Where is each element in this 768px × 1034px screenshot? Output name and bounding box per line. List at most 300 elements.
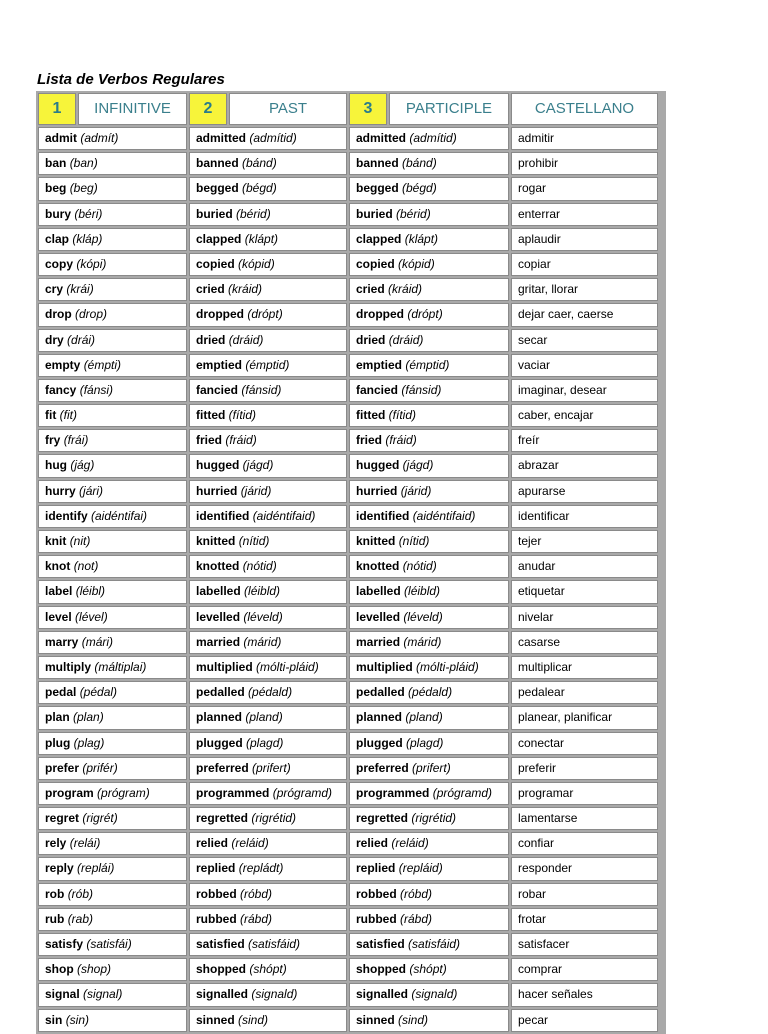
verb-word: dried: [196, 332, 226, 347]
participle-cell: [349, 883, 509, 906]
pronunciation: (aidéntifaid): [252, 508, 316, 523]
infinitive-cell: [38, 807, 187, 830]
pronunciation: (mólti-pláid): [256, 659, 319, 674]
past-cell: [189, 606, 347, 629]
castellano-cell: robar: [511, 883, 658, 906]
pronunciation: (fit): [59, 408, 77, 423]
verb-word: rubbed: [196, 911, 237, 926]
verb-word: prefer: [45, 760, 80, 775]
verb-word: drop: [45, 307, 72, 322]
verb-word: knot: [45, 559, 71, 574]
infinitive-cell: [38, 908, 187, 931]
castellano-cell: hacer señales: [511, 983, 658, 1006]
verb-word: pedal: [45, 685, 77, 700]
pronunciation: (klápt): [404, 231, 439, 246]
table-row: [38, 807, 664, 830]
infinitive-cell: [38, 530, 187, 553]
pronunciation: (kópid): [398, 256, 435, 271]
past-cell: [189, 429, 347, 452]
participle-cell: [349, 480, 509, 503]
table-row: [38, 329, 664, 352]
pronunciation: (admít): [80, 131, 119, 145]
past-cell: [189, 757, 347, 780]
verb-word: fried: [196, 433, 223, 448]
page-title: Lista de Verbos Regulares: [37, 71, 225, 88]
past-cell: [189, 580, 347, 603]
castellano-cell: programar: [511, 782, 658, 805]
verb-word: banned: [196, 156, 239, 171]
past-cell: [189, 908, 347, 931]
pronunciation: (aidéntifai): [91, 508, 148, 523]
participle-cell: [349, 681, 509, 704]
infinitive-cell: [38, 379, 187, 402]
pronunciation: (fráid): [225, 433, 257, 448]
infinitive-cell: [38, 555, 187, 578]
pronunciation: (reláid): [231, 836, 269, 851]
participle-cell: [349, 757, 509, 780]
verb-word: hurried: [356, 483, 398, 498]
table-row: [38, 228, 664, 251]
header-castellano: CASTELLANO: [511, 93, 658, 125]
verb-word: rob: [45, 886, 65, 901]
participle-cell: [349, 631, 509, 654]
participle-cell: [349, 530, 509, 553]
infinitive-cell: [38, 454, 187, 477]
castellano-cell: satisfacer: [511, 933, 658, 956]
pronunciation: (repláid): [398, 861, 443, 876]
pronunciation: (rigrétid): [411, 811, 457, 826]
pronunciation: (drópt): [247, 307, 283, 322]
verb-word: satisfy: [45, 937, 84, 951]
pronunciation: (rábd): [240, 911, 273, 926]
castellano-cell: nivelar: [511, 606, 658, 629]
pronunciation: (prifert): [252, 760, 291, 775]
verb-word: knitted: [356, 534, 396, 548]
participle-cell: [349, 505, 509, 528]
verb-word: rubbed: [356, 911, 397, 926]
verb-word: hurry: [45, 483, 76, 498]
table-row: [38, 1009, 664, 1032]
pronunciation: (shópt): [409, 962, 447, 977]
castellano-cell: gritar, llorar: [511, 278, 658, 301]
table-row: [38, 505, 664, 528]
verb-table: [36, 91, 666, 1034]
table-row: [38, 253, 664, 276]
participle-cell: [349, 354, 509, 377]
past-cell: [189, 354, 347, 377]
pronunciation: (léveld): [403, 609, 443, 624]
past-cell: [189, 404, 347, 427]
verb-word: identified: [356, 508, 410, 523]
past-cell: [189, 152, 347, 175]
header-participle: PARTICIPLE: [389, 93, 509, 125]
table-row: [38, 404, 664, 427]
verb-word: replied: [196, 861, 236, 876]
past-cell: [189, 278, 347, 301]
table-row: [38, 177, 664, 200]
verb-word: level: [45, 609, 72, 624]
past-cell: [189, 958, 347, 981]
verb-word: sin: [45, 1012, 63, 1027]
pronunciation: (klápt): [244, 231, 279, 246]
pronunciation: (not): [73, 559, 99, 574]
verb-word: signalled: [356, 987, 409, 1002]
verb-word: multiplied: [196, 659, 253, 674]
pronunciation: (émptid): [245, 357, 290, 372]
pronunciation: (plan): [73, 710, 104, 725]
pronunciation: (pédald): [248, 685, 293, 700]
verb-word: beg: [45, 181, 67, 196]
verb-word: sinned: [196, 1012, 235, 1027]
participle-cell: [349, 580, 509, 603]
verb-word: replied: [356, 861, 396, 876]
participle-cell: [349, 379, 509, 402]
verb-word: dropped: [196, 307, 244, 322]
verb-word: labelled: [196, 584, 241, 599]
verb-word: hugged: [196, 458, 240, 473]
castellano-cell: apurarse: [511, 480, 658, 503]
pronunciation: (admítid): [409, 131, 457, 145]
castellano-cell: enterrar: [511, 203, 658, 226]
pronunciation: (plag): [73, 735, 105, 750]
castellano-cell: confiar: [511, 832, 658, 855]
infinitive-cell: [38, 656, 187, 679]
verb-word: rely: [45, 836, 67, 851]
table-row: [38, 908, 664, 931]
past-cell: [189, 329, 347, 352]
pronunciation: (kráid): [228, 282, 263, 297]
participle-cell: [349, 958, 509, 981]
pronunciation: (nítid): [398, 534, 430, 548]
verb-word: begged: [196, 181, 239, 196]
table-row: [38, 933, 664, 956]
participle-cell: [349, 278, 509, 301]
pronunciation: (dráid): [228, 332, 264, 347]
castellano-cell: anudar: [511, 555, 658, 578]
past-cell: [189, 303, 347, 326]
past-cell: [189, 656, 347, 679]
pronunciation: (fráid): [385, 433, 417, 448]
pronunciation: (sin): [65, 1012, 90, 1027]
header-number-2: 2: [189, 93, 227, 125]
verb-word: knit: [45, 534, 67, 548]
pronunciation: (fítid): [388, 408, 417, 423]
pronunciation: (satisfáid): [408, 937, 461, 951]
verb-word: shop: [45, 962, 74, 977]
castellano-cell: planear, planificar: [511, 706, 658, 729]
participle-cell: [349, 1009, 509, 1032]
verb-word: buried: [196, 206, 233, 221]
pronunciation: (fánsid): [241, 382, 282, 397]
participle-cell: [349, 656, 509, 679]
pronunciation: (léibl): [75, 584, 106, 599]
table-row: [38, 354, 664, 377]
past-cell: [189, 782, 347, 805]
past-cell: [189, 883, 347, 906]
table-row: [38, 127, 664, 150]
table-row: [38, 203, 664, 226]
verb-word: shopped: [356, 962, 406, 977]
pronunciation: (pédal): [79, 685, 118, 700]
verb-word: signalled: [196, 987, 249, 1002]
participle-cell: [349, 203, 509, 226]
participle-cell: [349, 329, 509, 352]
participle-cell: [349, 404, 509, 427]
pronunciation: (bégd): [242, 181, 277, 196]
pronunciation: (jágd): [402, 458, 434, 473]
past-cell: [189, 555, 347, 578]
verb-word: emptied: [356, 357, 403, 372]
castellano-cell: imaginar, desear: [511, 379, 658, 402]
infinitive-cell: [38, 329, 187, 352]
pronunciation: (rigrét): [82, 811, 118, 826]
pronunciation: (rábd): [400, 911, 433, 926]
participle-cell: [349, 908, 509, 931]
pronunciation: (pland): [245, 710, 283, 725]
pronunciation: (signald): [251, 987, 298, 1002]
verb-word: multiply: [45, 659, 92, 674]
table-body: [38, 127, 664, 1032]
pronunciation: (fánsid): [401, 382, 442, 397]
castellano-cell: tejer: [511, 530, 658, 553]
participle-cell: [349, 832, 509, 855]
pronunciation: (béri): [74, 206, 103, 221]
verb-word: plug: [45, 735, 71, 750]
table-row: [38, 631, 664, 654]
castellano-cell: vaciar: [511, 354, 658, 377]
pronunciation: (prógramd): [432, 785, 493, 800]
pronunciation: (róbd): [400, 886, 433, 901]
pronunciation: (nítid): [238, 534, 270, 548]
verb-word: knotted: [356, 559, 400, 574]
verb-word: plugged: [196, 735, 243, 750]
table-row: [38, 857, 664, 880]
verb-word: hurried: [196, 483, 238, 498]
table-row: [38, 480, 664, 503]
pronunciation: (fítid): [228, 408, 257, 423]
verb-word: fry: [45, 433, 61, 448]
pronunciation: (nit): [69, 534, 91, 548]
verb-word: regretted: [196, 811, 249, 826]
castellano-cell: responder: [511, 857, 658, 880]
infinitive-cell: [38, 883, 187, 906]
castellano-cell: aplaudir: [511, 228, 658, 251]
past-cell: [189, 1009, 347, 1032]
pronunciation: (járid): [240, 483, 272, 498]
infinitive-cell: [38, 757, 187, 780]
pronunciation: (bánd): [242, 156, 277, 171]
pronunciation: (replái): [77, 861, 115, 876]
verb-word: buried: [356, 206, 393, 221]
infinitive-cell: [38, 933, 187, 956]
pronunciation: (róbd): [240, 886, 273, 901]
past-cell: [189, 933, 347, 956]
participle-cell: [349, 983, 509, 1006]
table-row: [38, 656, 664, 679]
infinitive-cell: [38, 1009, 187, 1032]
verb-word: empty: [45, 357, 81, 372]
pronunciation: (repládt): [238, 861, 284, 876]
pronunciation: (bégd): [402, 181, 437, 196]
verb-word: emptied: [196, 357, 243, 372]
table-row: [38, 278, 664, 301]
verb-word: satisfied: [356, 937, 405, 951]
castellano-cell: preferir: [511, 757, 658, 780]
verb-word: copy: [45, 256, 74, 271]
past-cell: [189, 454, 347, 477]
pronunciation: (shópt): [249, 962, 287, 977]
past-cell: [189, 832, 347, 855]
table-row: [38, 530, 664, 553]
castellano-cell: comprar: [511, 958, 658, 981]
pronunciation: (rab): [67, 911, 94, 926]
verb-word: pedalled: [356, 685, 405, 700]
pronunciation: (jári): [79, 483, 104, 498]
table-row: [38, 555, 664, 578]
past-cell: [189, 505, 347, 528]
infinitive-cell: [38, 983, 187, 1006]
participle-cell: [349, 706, 509, 729]
participle-cell: [349, 454, 509, 477]
past-cell: [189, 631, 347, 654]
verb-word: banned: [356, 156, 399, 171]
table-row: [38, 757, 664, 780]
table-row: [38, 580, 664, 603]
pronunciation: (kópi): [76, 256, 107, 271]
verb-word: begged: [356, 181, 399, 196]
table-row: [38, 454, 664, 477]
infinitive-cell: [38, 706, 187, 729]
infinitive-cell: [38, 203, 187, 226]
past-cell: [189, 177, 347, 200]
pronunciation: (shop): [77, 962, 112, 977]
pronunciation: (sind): [398, 1012, 429, 1027]
infinitive-cell: [38, 505, 187, 528]
pronunciation: (rób): [67, 886, 94, 901]
pronunciation: (léibld): [404, 584, 441, 599]
castellano-cell: casarse: [511, 631, 658, 654]
pronunciation: (rigrétid): [251, 811, 297, 826]
pronunciation: (sind): [238, 1012, 269, 1027]
infinitive-cell: [38, 303, 187, 326]
pronunciation: (reláid): [391, 836, 429, 851]
verb-word: copied: [196, 256, 235, 271]
table-header: [38, 93, 664, 125]
pronunciation: (signal): [83, 987, 123, 1002]
pronunciation: (drop): [75, 307, 108, 322]
verb-word: fitted: [356, 408, 386, 423]
header-infinitive: INFINITIVE: [78, 93, 187, 125]
pronunciation: (frái): [63, 433, 89, 448]
verb-word: levelled: [196, 609, 241, 624]
participle-cell: [349, 555, 509, 578]
pronunciation: (pédald): [408, 685, 453, 700]
verb-word: fancied: [196, 382, 239, 397]
verb-word: robbed: [356, 886, 397, 901]
infinitive-cell: [38, 606, 187, 629]
participle-cell: [349, 732, 509, 755]
infinitive-cell: [38, 857, 187, 880]
past-cell: [189, 379, 347, 402]
infinitive-cell: [38, 152, 187, 175]
pronunciation: (émptid): [405, 357, 450, 372]
past-cell: [189, 732, 347, 755]
pronunciation: (márid): [403, 634, 442, 649]
infinitive-cell: [38, 404, 187, 427]
verb-word: cry: [45, 282, 64, 297]
verb-word: relied: [356, 836, 389, 851]
verb-word: programmed: [356, 785, 430, 800]
verb-word: satisfied: [196, 937, 245, 951]
table-row: [38, 883, 664, 906]
past-cell: [189, 228, 347, 251]
table-row: [38, 983, 664, 1006]
verb-word: fitted: [196, 408, 226, 423]
pronunciation: (satisfáid): [248, 937, 301, 951]
verb-word: planned: [356, 710, 403, 725]
castellano-cell: secar: [511, 329, 658, 352]
verb-word: knotted: [196, 559, 240, 574]
verb-word: clap: [45, 231, 70, 246]
verb-word: signal: [45, 987, 80, 1002]
pronunciation: (léveld): [243, 609, 283, 624]
verb-word: preferred: [356, 760, 409, 775]
infinitive-cell: [38, 354, 187, 377]
pronunciation: (satisfái): [86, 937, 132, 951]
pronunciation: (signald): [411, 987, 458, 1002]
pronunciation: (mólti-pláid): [416, 659, 479, 674]
verb-word: marry: [45, 634, 79, 649]
verb-word: married: [356, 634, 401, 649]
castellano-cell: pedalear: [511, 681, 658, 704]
verb-word: regret: [45, 811, 80, 826]
table-row: [38, 379, 664, 402]
castellano-cell: pecar: [511, 1009, 658, 1032]
pronunciation: (admítid): [249, 131, 297, 145]
verb-word: planned: [196, 710, 243, 725]
verb-word: shopped: [196, 962, 246, 977]
header-number-1: 1: [38, 93, 76, 125]
castellano-cell: prohibir: [511, 152, 658, 175]
verb-word: fried: [356, 433, 383, 448]
pronunciation: (drái): [67, 332, 96, 347]
verb-word: married: [196, 634, 241, 649]
verb-word: admit: [45, 131, 78, 145]
verb-word: fancy: [45, 382, 77, 397]
participle-cell: [349, 606, 509, 629]
past-cell: [189, 681, 347, 704]
castellano-cell: conectar: [511, 732, 658, 755]
participle-cell: [349, 807, 509, 830]
verb-word: clapped: [356, 231, 402, 246]
pronunciation: (aidéntifaid): [412, 508, 476, 523]
past-cell: [189, 807, 347, 830]
header-past: PAST: [229, 93, 347, 125]
infinitive-cell: [38, 958, 187, 981]
table-row: [38, 152, 664, 175]
table-row: [38, 706, 664, 729]
participle-cell: [349, 857, 509, 880]
infinitive-cell: [38, 480, 187, 503]
infinitive-cell: [38, 228, 187, 251]
participle-cell: [349, 152, 509, 175]
verb-word: programmed: [196, 785, 270, 800]
verb-word: label: [45, 584, 73, 599]
castellano-cell: dejar caer, caerse: [511, 303, 658, 326]
castellano-cell: frotar: [511, 908, 658, 931]
verb-word: admitted: [356, 131, 407, 145]
verb-word: dried: [356, 332, 386, 347]
